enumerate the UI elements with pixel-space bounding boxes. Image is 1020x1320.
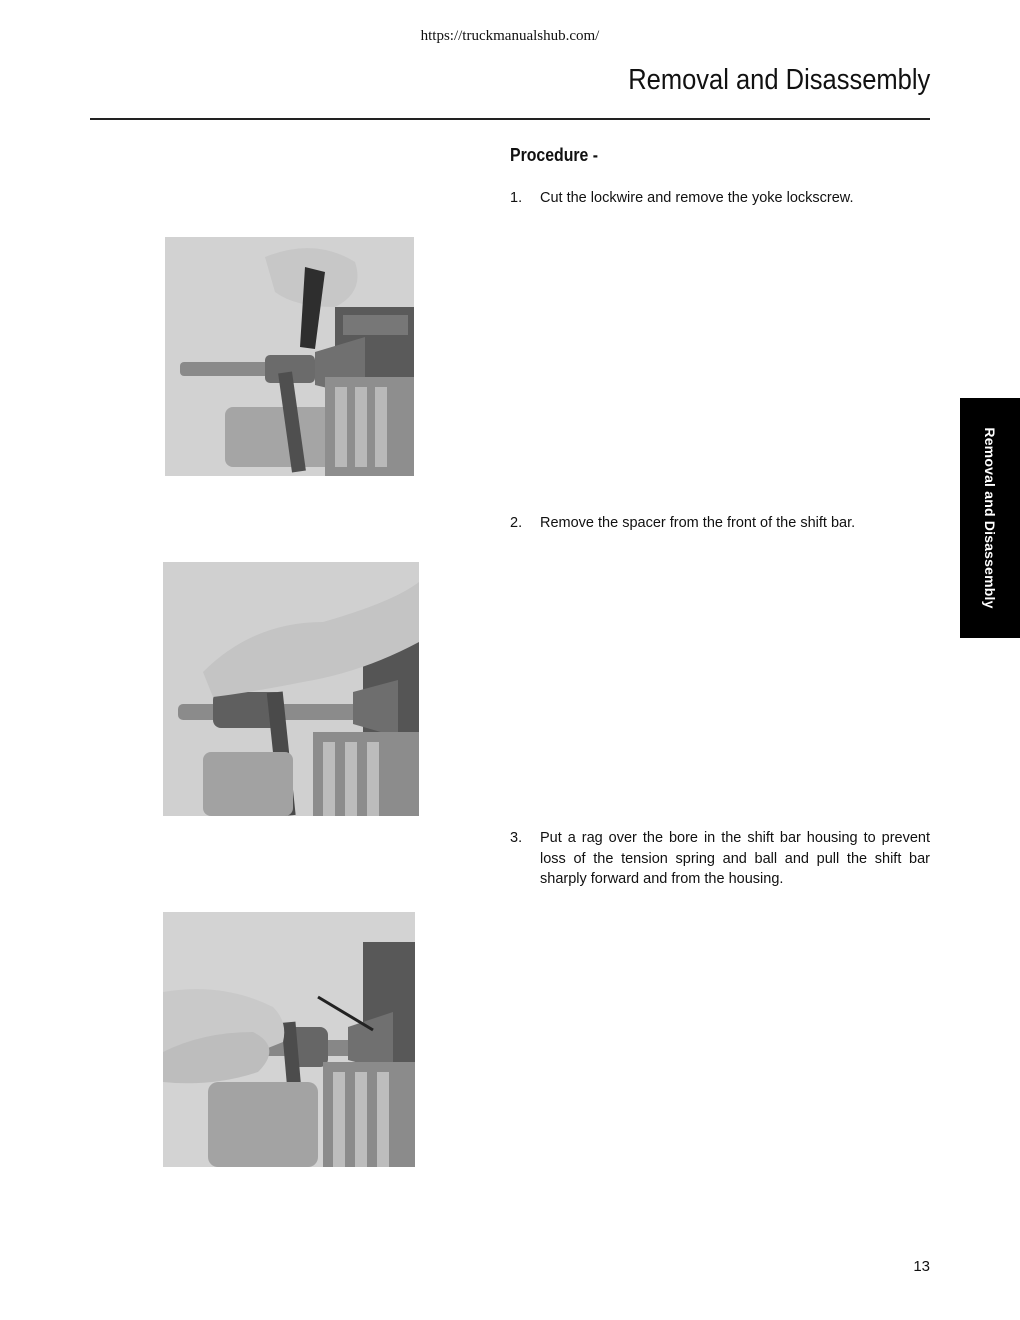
step-number: 1. bbox=[510, 190, 523, 206]
step-1-photo bbox=[165, 237, 414, 476]
header-divider bbox=[90, 118, 930, 120]
step-number: 2. bbox=[510, 515, 523, 531]
procedure-heading: Procedure - bbox=[510, 145, 599, 165]
procedure-step-3 bbox=[510, 828, 930, 890]
section-side-tab bbox=[960, 398, 1020, 638]
side-tab-label: Removal and Disassembly bbox=[982, 427, 998, 609]
step-number: 3. bbox=[510, 830, 523, 846]
step-text: Put a rag over the bore in the shift bar housing to prevent loss of the tension spring and ball and pull the shift bar sharply forward and from the housing. bbox=[540, 830, 930, 887]
step-text: Remove the spacer from the front of the shift bar. bbox=[540, 515, 856, 531]
step-text: Cut the lockwire and remove the yoke lockscrew. bbox=[540, 190, 854, 206]
source-url: https://truckmanualshub.com/ bbox=[420, 28, 600, 44]
procedure-step-1 bbox=[510, 188, 930, 209]
page-number: 13 bbox=[913, 1258, 930, 1275]
procedure-step-2 bbox=[510, 513, 930, 534]
page-title: Removal and Disassembly bbox=[627, 64, 930, 96]
step-2-photo bbox=[163, 562, 419, 816]
step-3-photo bbox=[163, 912, 415, 1167]
